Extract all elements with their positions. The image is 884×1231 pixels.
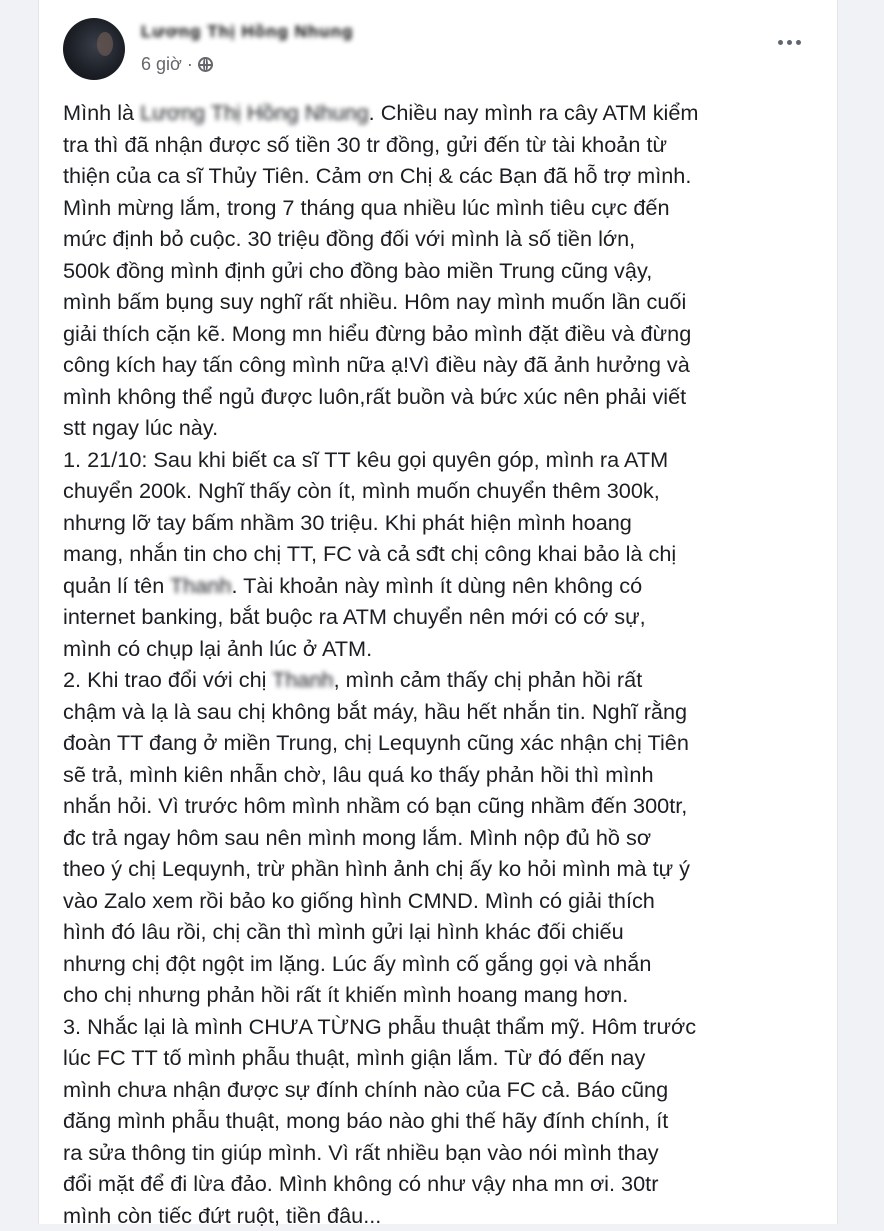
post-line: sẽ trả, mình kiên nhẫn chờ, lâu quá ko thấy phản hồi thì mình (63, 759, 833, 791)
post-line: thiện của ca sĩ Thủy Tiên. Cảm ơn Chị & các Bạn đã hỗ trợ mình. (63, 160, 833, 192)
avatar-image (97, 32, 113, 56)
dot-icon (778, 40, 783, 45)
post-line: 2. Khi trao đổi với chị Thanh, mình cảm thấy chị phản hồi rất (63, 664, 833, 696)
post-line: đc trả ngay hôm sau nên mình mong lắm. Mình nộp đủ hồ sơ (63, 822, 833, 854)
dot-icon (796, 40, 801, 45)
post-line: mức định bỏ cuộc. 30 triệu đồng đối với mình là số tiền lớn, (63, 223, 833, 255)
post-line: nhưng lỡ tay bấm nhầm 30 triệu. Khi phát hiện mình hoang (63, 507, 833, 539)
post-line: mang, nhắn tin cho chị TT, FC và cả sđt chị công khai bảo là chị (63, 538, 833, 570)
post-card (38, 0, 838, 1224)
post-line: mình bấm bụng suy nghĩ rất nhiều. Hôm nay mình muốn lần cuối (63, 286, 833, 318)
post-timestamp[interactable]: 6 giờ (141, 54, 182, 75)
post-line: tra thì đã nhận được số tiền 30 tr đồng, gửi đến từ tài khoản từ (63, 129, 833, 161)
post-line: vào Zalo xem rồi bảo ko giống hình CMND. Mình có giải thích (63, 885, 833, 917)
post-line: công kích hay tấn công mình nữa ạ!Vì điều này đã ảnh hưởng và (63, 349, 833, 381)
redacted-name: Thanh (170, 573, 232, 598)
post-line: nhắn hỏi. Vì trước hôm mình nhầm có bạn cũng nhầm đến 300tr, (63, 790, 833, 822)
more-options-icon[interactable] (778, 40, 801, 45)
post-line: đăng mình phẫu thuật, mong báo nào ghi thế hãy đính chính, ít (63, 1105, 833, 1137)
post-line: cho chị nhưng phản hồi rất ít khiến mình hoang mang hơn. (63, 979, 833, 1011)
redacted-name: Lương Thị Hồng Nhung (140, 100, 369, 125)
post-line: mình không thể ngủ được luôn,rất buồn và bức xúc nên phải viết (63, 381, 833, 413)
post-text (63, 97, 833, 1231)
post-line: 3. Nhắc lại là mình CHƯA TỪNG phẫu thuật thẩm mỹ. Hôm trước (63, 1011, 833, 1043)
post-line: mình chưa nhận được sự đính chính nào của FC cả. Báo cũng (63, 1074, 833, 1106)
post-line: quản lí tên Thanh. Tài khoản này mình ít dùng nên không có (63, 570, 833, 602)
post-line: mình còn tiếc đứt ruột, tiền đâu... (63, 1200, 833, 1231)
post-line: mình có chụp lại ảnh lúc ở ATM. (63, 633, 833, 665)
post-line: lúc FC TT tố mình phẫu thuật, mình giận lắm. Từ đó đến nay (63, 1042, 833, 1074)
dot-icon (787, 40, 792, 45)
post-line: 500k đồng mình định gửi cho đồng bào miền Trung cũng vậy, (63, 255, 833, 287)
author-avatar[interactable] (63, 18, 125, 80)
post-line: giải thích cặn kẽ. Mong mn hiểu đừng bảo mình đặt điều và đừng (63, 318, 833, 350)
post-line: theo ý chị Lequynh, trừ phần hình ảnh chị ấy ko hỏi mình mà tự ý (63, 853, 833, 885)
post-line: chậm và lạ là sau chị không bắt máy, hầu hết nhắn tin. Nghĩ rằng (63, 696, 833, 728)
post-line: nhưng chị đột ngột im lặng. Lúc ấy mình cố gắng gọi và nhắn (63, 948, 833, 980)
post-line: 1. 21/10: Sau khi biết ca sĩ TT kêu gọi quyên góp, mình ra ATM (63, 444, 833, 476)
post-line: chuyển 200k. Nghĩ thấy còn ít, mình muốn chuyển thêm 300k, (63, 475, 833, 507)
post-line: Mình là Lương Thị Hồng Nhung. Chiều nay mình ra cây ATM kiểm (63, 97, 833, 129)
post-line: hình đó lâu rồi, chị cần thì mình gửi lại hình khác đối chiếu (63, 916, 833, 948)
post-line: Mình mừng lắm, trong 7 tháng qua nhiều lúc mình tiêu cực đến (63, 192, 833, 224)
post-line: internet banking, bắt buộc ra ATM chuyển nên mới có cớ sự, (63, 601, 833, 633)
post-meta (141, 54, 213, 75)
post-line: ra sửa thông tin giúp mình. Vì rất nhiều bạn vào nói mình thay (63, 1137, 833, 1169)
redacted-name: Thanh (272, 667, 334, 692)
author-name[interactable]: Lương Thị Hồng Nhung (141, 22, 353, 42)
meta-separator: · (187, 54, 193, 75)
globe-icon[interactable] (198, 57, 213, 72)
post-line: đổi mặt để đi lừa đảo. Mình không có như vậy nha mn ơi. 30tr (63, 1168, 833, 1200)
post-line: stt ngay lúc này. (63, 412, 833, 444)
post-line: đoàn TT đang ở miền Trung, chị Lequynh cũng xác nhận chị Tiên (63, 727, 833, 759)
